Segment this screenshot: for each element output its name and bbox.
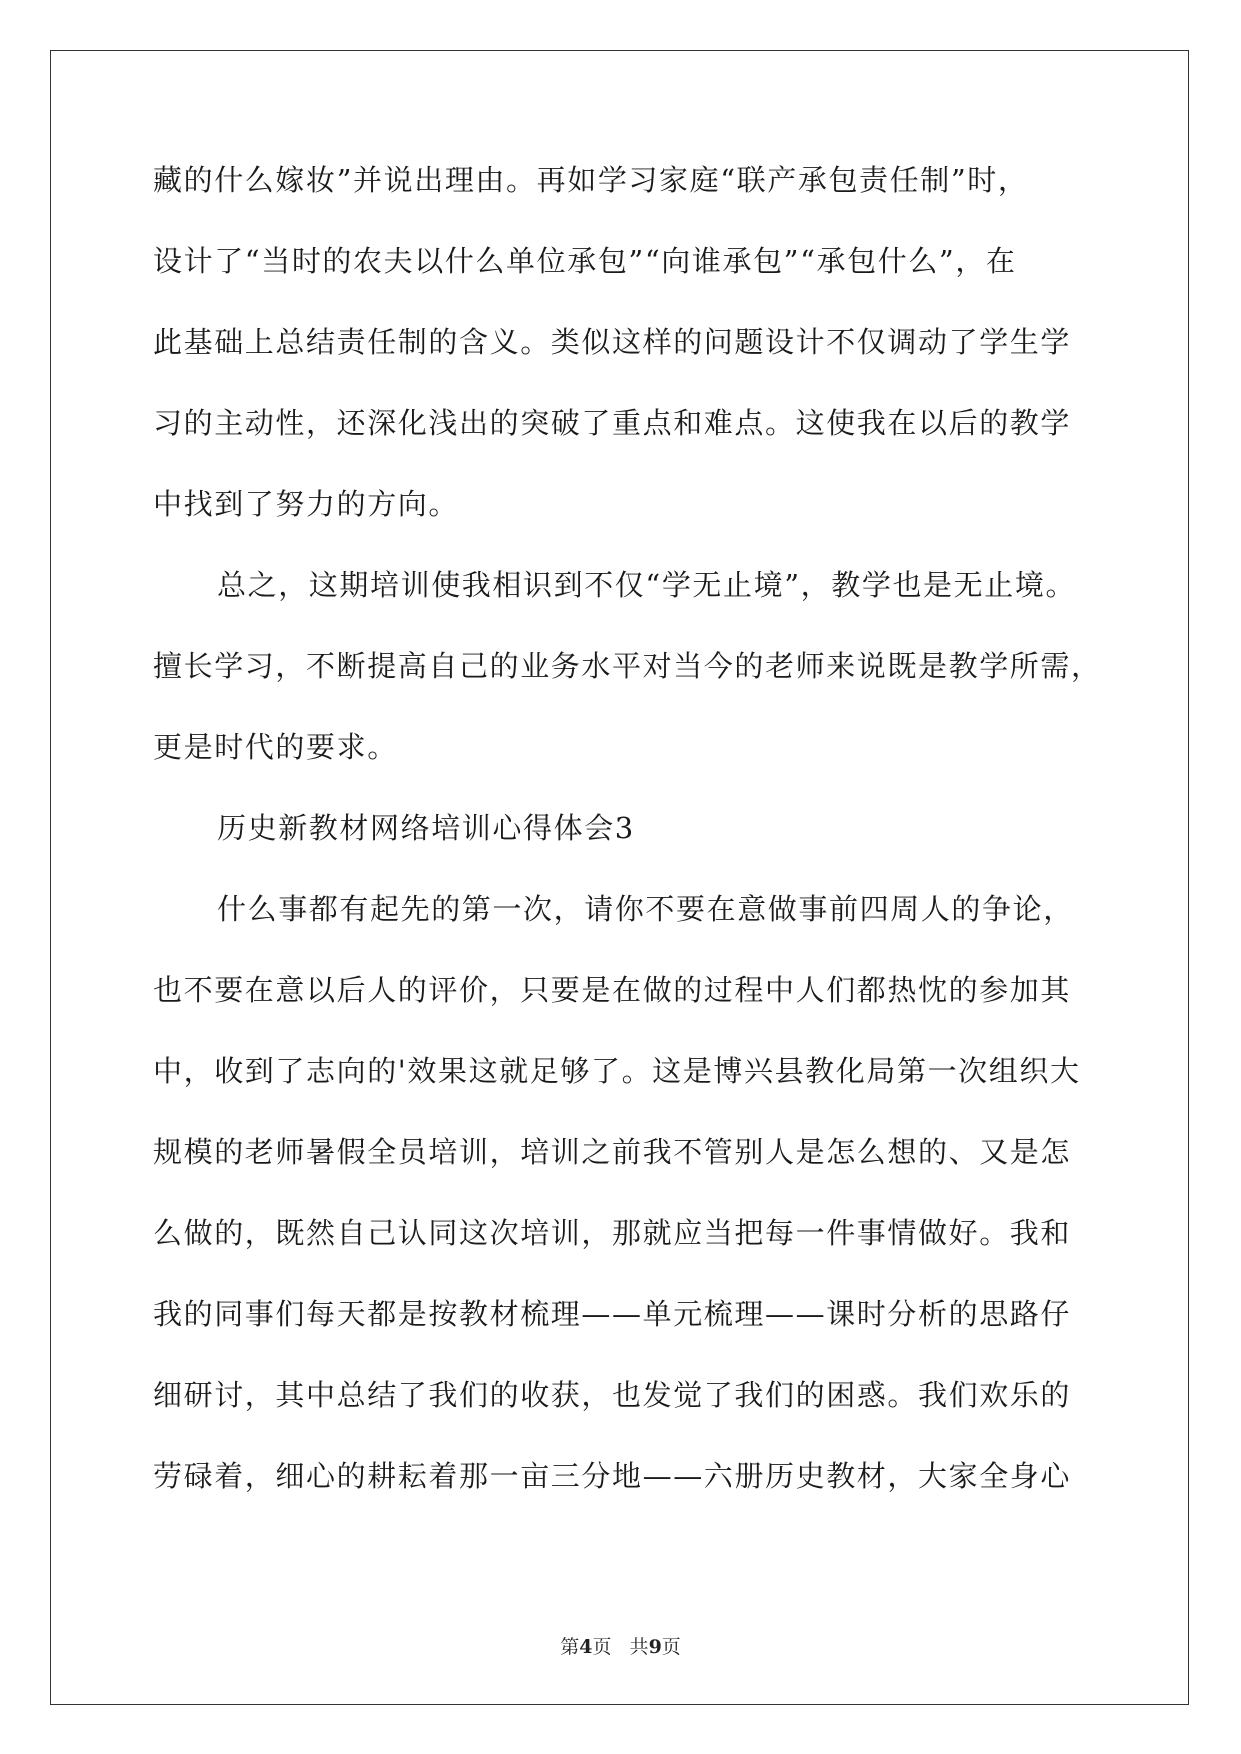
text-line: 也不要在意以后人的评价，只要是在做的过程中人们都热忱的参加其	[153, 973, 1072, 1007]
document-body	[153, 150, 1102, 1527]
footer-prefix: 第	[560, 1636, 580, 1658]
text-line: 中，收到了志向的'效果这就足够了。这是博兴县教化局第一次组织大	[153, 1054, 1081, 1088]
text-line: 劳碌着，细心的耕耘着那一亩三分地——六册历史教材，大家全身心	[153, 1459, 1072, 1493]
footer-suffix: 页	[661, 1636, 681, 1658]
text-line: 更是时代的要求。	[153, 730, 398, 764]
text-line: 习的主动性，还深化浅出的突破了重点和难点。这使我在以后的教学	[153, 406, 1072, 440]
text-line: 历史新教材网络培训心得体会3	[217, 811, 635, 845]
text-line: 总之，这期培训使我相识到不仅“学无止境”，教学也是无止境。	[217, 568, 1077, 602]
text-line: 规模的老师暑假全员培训，培训之前我不管别人是怎么想的、又是怎	[153, 1135, 1072, 1169]
text-line: 我的同事们每天都是按教材梳理——单元梳理——课时分析的思路仔	[153, 1297, 1072, 1331]
text-line: 什么事都有起先的第一次，请你不要在意做事前四周人的争论，	[217, 892, 1074, 926]
footer-mid: 页 共	[592, 1636, 649, 1658]
text-line: 中找到了努力的方向。	[153, 487, 460, 521]
text-line: 么做的，既然自己认同这次培训，那就应当把每一件事情做好。我和	[153, 1216, 1072, 1250]
current-page-number: 4	[579, 1636, 593, 1658]
text-line: 此基础上总结责任制的含义。类似这样的问题设计不仅调动了学生学	[153, 325, 1072, 359]
text-line: 擅长学习，不断提高自己的业务水平对当今的老师来说既是教学所需，	[153, 649, 1102, 683]
text-line: 藏的什么嫁妆”并说出理由。再如学习家庭“联产承包责任制”时，	[153, 163, 1029, 197]
text-line: 设计了“当时的农夫以什么单位承包”“向谁承包”“承包什么”，在	[153, 244, 1017, 278]
text-line: 细研讨，其中总结了我们的收获，也发觉了我们的困惑。我们欢乐的	[153, 1378, 1072, 1412]
total-page-number: 9	[648, 1636, 662, 1658]
page-footer	[0, 1632, 1241, 1659]
